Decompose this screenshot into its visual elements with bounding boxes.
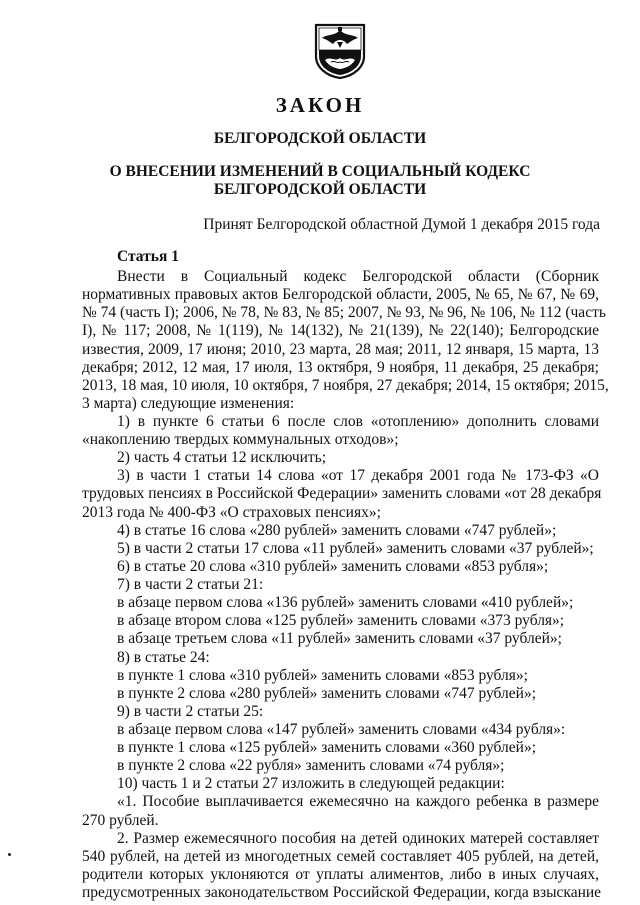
- body-line: 2. Размер ежемесячного пособия на детей одиноких матерей составляет: [117, 829, 599, 847]
- body-line: в абзаце первом слова «147 рублей» заменить словами «434 рубля»:: [117, 720, 566, 738]
- body-line: 5) в части 2 статьи 17 слова «11 рублей» заменить словами «37 рублей»;: [117, 539, 594, 557]
- body-line: в абзаце третьем слова «11 рублей» заменить словами «37 рублей»;: [117, 630, 562, 648]
- body-line: 7) в части 2 статьи 21:: [117, 576, 264, 593]
- article-heading: Статья 1: [117, 248, 179, 265]
- body-line: 6) в статье 20 слова «310 рублей» заменить словами «853 рубля»;: [117, 557, 549, 575]
- body-line: родители которых уклоняются от уплаты алиментов, либо в иных случаях,: [82, 865, 599, 883]
- body-line: 2) часть 4 статьи 12 исключить;: [117, 449, 327, 467]
- body-line: 8) в статье 24:: [117, 648, 210, 666]
- body-line: 2013, 18 мая, 10 июля, 10 октября, 7 ноября, 27 декабря; 2014, 15 октября; 2015,: [82, 376, 609, 394]
- body-line: 4) в статье 16 слова «280 рублей» заменить словами «747 рублей»;: [117, 521, 557, 539]
- body-line: 540 рублей, на детей из многодетных семей составляет 405 рублей, на детей,: [82, 847, 599, 865]
- body-line: 9) в части 2 статьи 25:: [117, 702, 264, 720]
- body-line: № 74 (часть I); 2006, № 78, № 83, № 85; 2007, № 93, № 96, № 106, № 112 (часть: [82, 304, 606, 322]
- body-line: Внести в Социальный кодекс Белгородской области (Сборник: [117, 268, 599, 285]
- body-line: трудовых пенсиях в Российской Федерации» заменить словами «от 28 декабря: [82, 485, 602, 503]
- body-line: декабря; 2012, 12 мая, 17 июля, 13 октября, 9 ноября, 11 декабря, 25 декабря;: [82, 358, 599, 376]
- body-line: в пункте 2 слова «22 рубля» заменить словами «74 рубля»;: [117, 757, 505, 775]
- adoption-note: Принят Белгородской областной Думой 1 декабря 2015 года: [203, 216, 600, 233]
- body-line: в пункте 1 слова «125 рублей» заменить словами «360 рублей»;: [117, 739, 537, 757]
- law-subject-line-1: О ВНЕСЕНИИ ИЗМЕНЕНИЙ В СОЦИАЛЬНЫЙ КОДЕКС: [109, 163, 531, 180]
- body-line: 3) в части 1 статьи 14 слова «от 17 декабря 2001 года № 173-ФЗ «О: [117, 467, 599, 485]
- body-line: в пункте 2 слова «280 рублей» заменить словами «747 рублей»;: [117, 684, 537, 702]
- body-line: 270 рублей.: [82, 811, 159, 829]
- body-line: нормативных правовых актов Белгородской области, 2005, № 65, № 67, № 69,: [82, 286, 599, 304]
- body-line: 3 марта) следующие изменения:: [82, 394, 295, 412]
- body-line: I), № 117; 2008, № 1(119), № 14(132), № 21(139), № 22(140); Белгородские: [82, 322, 599, 340]
- body-line: в пункте 1 слова «310 рублей» заменить словами «853 рубля»;: [117, 666, 528, 684]
- body-line: 2013 года № 400-ФЗ «О страховых пенсиях»;: [82, 503, 381, 521]
- coat-of-arms-emblem: [313, 22, 367, 80]
- law-subject: [0, 163, 640, 199]
- body-line: «1. Пособие выплачивается ежемесячно на каждого ребенка в размере: [117, 793, 599, 811]
- region-title: БЕЛГОРОДСКОЙ ОБЛАСТИ: [213, 130, 427, 147]
- body-line: в абзаце первом слова «136 рублей» заменить словами «410 рублей»;: [117, 594, 574, 612]
- body-line: известия, 2009, 17 июня; 2010, 23 марта, 28 мая; 2011, 12 января, 15 марта, 13: [82, 340, 599, 358]
- margin-mark: [8, 853, 11, 856]
- body-line: в абзаце втором слова «125 рублей» заменить словами «373 рубля»;: [117, 612, 565, 630]
- body-line: предусмотренных законодательством Российской Федерации, когда взыскание: [82, 884, 602, 901]
- body-line: 10) часть 1 и 2 статьи 27 изложить в следующей редакции:: [117, 775, 505, 793]
- body-line: 1) в пункте 6 статьи 6 после слов «отоплению» дополнить словами: [117, 412, 599, 430]
- law-title: ЗАКОН: [275, 93, 365, 117]
- body-line: «накоплению твердых коммунальных отходов»;: [82, 431, 399, 449]
- law-subject-line-2: БЕЛГОРОДСКОЙ ОБЛАСТИ: [213, 181, 427, 198]
